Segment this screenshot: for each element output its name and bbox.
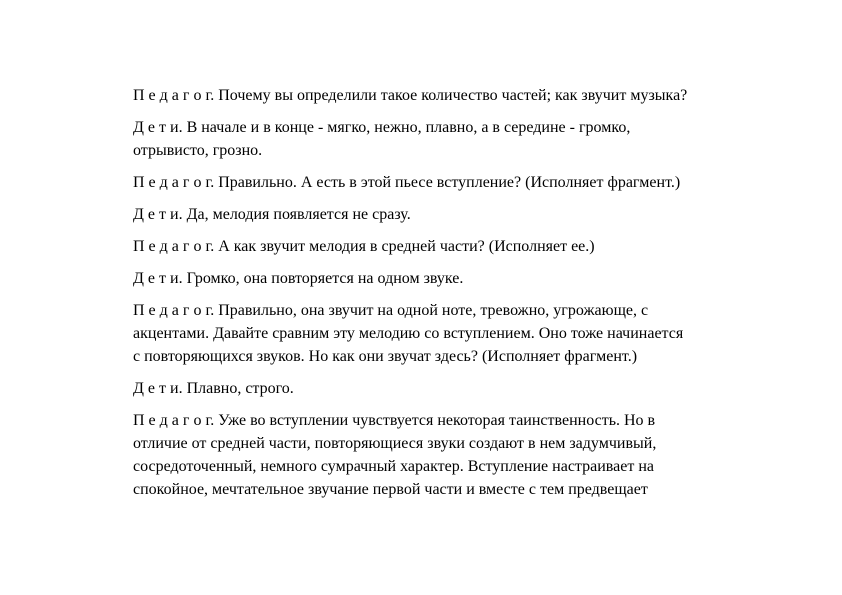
text-line: П е д а г о г. Почему вы определили такое количество частей; как звучит музыка?: [133, 87, 688, 104]
text-line: П е д а г о г. Уже во вступлении чувствуется некоторая таинственность. Но в: [133, 412, 656, 429]
paragraph-9: [133, 409, 773, 501]
paragraph-7: [133, 299, 773, 368]
text-line: акцентами. Давайте сравним эту мелодию со вступлением. Оно тоже начинается: [133, 325, 684, 342]
text-line: Д е т и. Громко, она повторяется на одном звуке.: [133, 270, 464, 287]
paragraph-8: [133, 377, 773, 400]
text-line: с повторяющихся звуков. Но как они звучат здесь? (Исполняет фрагмент.): [133, 348, 638, 365]
paragraph-3: [133, 171, 773, 194]
paragraph-1: [133, 84, 773, 107]
paragraph-2: [133, 116, 773, 162]
paragraph-4: [133, 203, 773, 226]
text-line: П е д а г о г. Правильно, она звучит на одной ноте, тревожно, угрожающе, с: [133, 302, 649, 319]
text-line: П е д а г о г. Правильно. А есть в этой пьесе вступление? (Исполняет фрагмент.): [133, 174, 681, 191]
text-line: отрывисто, грозно.: [133, 142, 263, 159]
paragraph-6: [133, 267, 773, 290]
paragraph-5: [133, 235, 773, 258]
text-line: Д е т и. Плавно, строго.: [133, 380, 294, 397]
text-line: Д е т и. Да, мелодия появляется не сразу.: [133, 206, 411, 223]
document-text: [133, 84, 773, 510]
text-line: сосредоточенный, немного сумрачный характер. Вступление настраивает на: [133, 458, 654, 475]
text-line: спокойное, мечтательное звучание первой части и вместе с тем предвещает: [133, 481, 648, 498]
text-line: П е д а г о г. А как звучит мелодия в средней части? (Исполняет ее.): [133, 238, 595, 255]
text-line: отличие от средней части, повторяющиеся звуки создают в нем задумчивый,: [133, 435, 657, 452]
text-line: Д е т и. В начале и в конце - мягко, нежно, плавно, а в середине - громко,: [133, 119, 631, 136]
